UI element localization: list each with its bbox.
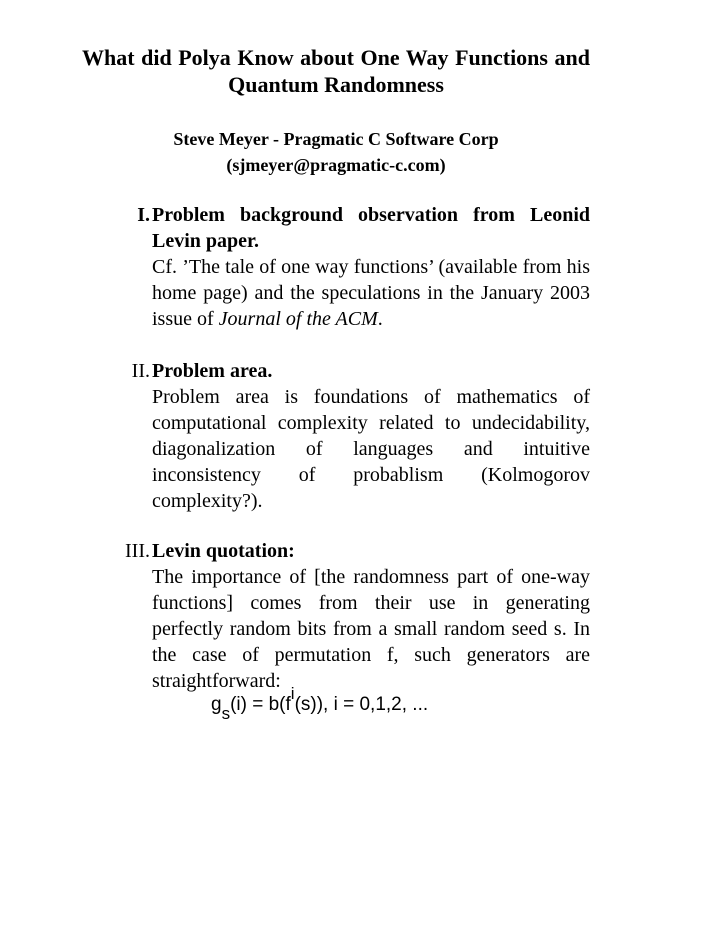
section-heading: Problem background observation from Leonid Levin paper.: [152, 204, 590, 252]
section-3: [90, 538, 590, 694]
journal-title: Journal of the ACM: [218, 308, 378, 330]
section-heading: Levin quotation:: [152, 540, 295, 562]
generator-formula: gs(i) = b(fi(s)), i = 0,1,2, ...: [211, 684, 429, 723]
section-1: [90, 202, 590, 332]
section-body: Problem area is foundations of mathematics of computational complexity related to undecidability, diagonalization of languages and intuitive inconsistency of probablism (Kolmogorov complexity?).: [152, 386, 590, 512]
formula-superscript: i: [290, 684, 295, 703]
formula-subscript: s: [221, 704, 231, 723]
author-email: (sjmeyer@pragmatic-c.com): [226, 155, 446, 175]
author-affiliation: Steve Meyer - Pragmatic C Software Corp: [173, 129, 499, 149]
section-number: I.: [137, 204, 150, 226]
section-heading: Problem area.: [152, 360, 273, 382]
section-body: The importance of [the randomness part of one-way functions] comes from their use in generating perfectly random bits from a small random seed s. In the case of permutation f, such generators are straightforward:: [152, 566, 590, 692]
author-block: [82, 126, 590, 178]
section-number: III.: [125, 540, 150, 562]
section-number: II.: [131, 360, 150, 382]
section-body: Cf. ’The tale of one way functions’ (available from his home page) and the speculations in the January 2003 issue of Journal of the ACM.: [152, 256, 590, 330]
section-2: [90, 358, 590, 514]
document-title: What did Polya Know about One Way Functions and Quantum Randomness: [82, 45, 590, 97]
